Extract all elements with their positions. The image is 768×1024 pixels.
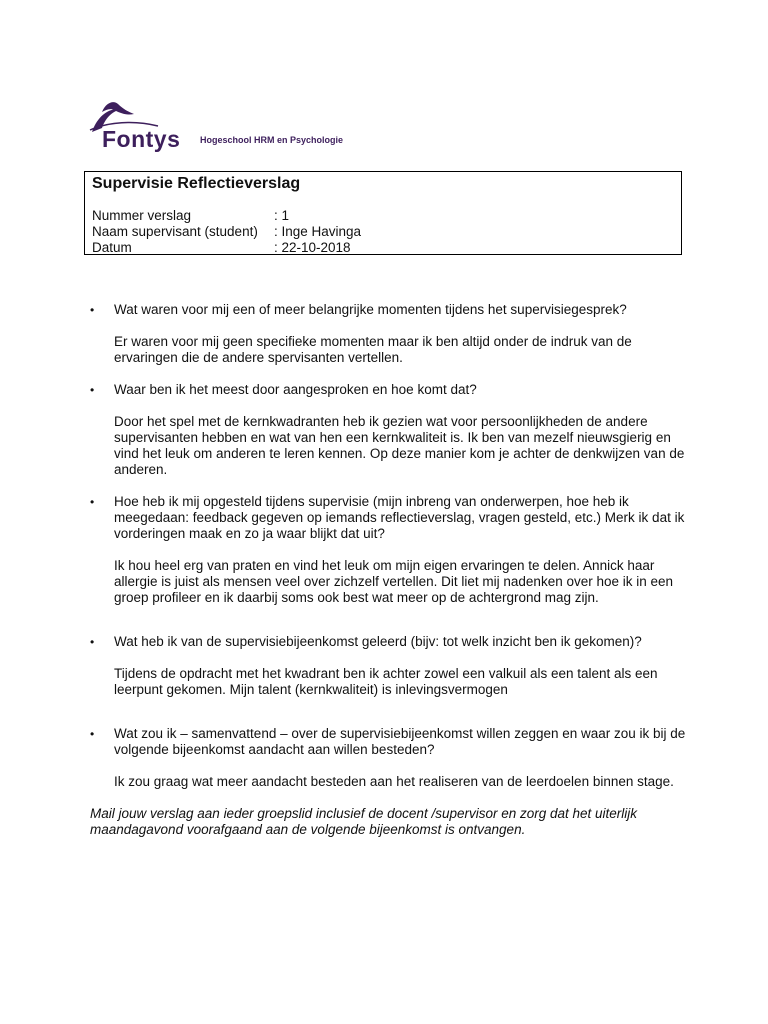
submission-instruction: Mail jouw verslag aan ieder groepslid inclusief de docent /supervisor en zorg dat het uiterlijk maandagavond voorafgaand aan de volgende bijeenkomst is ontvangen. [90,806,638,837]
bullet-icon: • [90,635,95,649]
answer-1: Er waren voor mij geen specifieke momenten maar ik ben altijd onder de indruk van de ervaringen die de andere spervisanten vertellen. [114,334,632,365]
bullet-icon: • [90,727,95,741]
report-header-box [84,171,682,255]
question-text: Hoe heb ik mij opgesteld tijdens supervisie (mijn inbreng van onderwerpen, hoe heb ik meegedaan: feedback gegeven op iemands reflectieverslag, vragen gesteld, etc.) Merk ik dat ik vorderingen maak en zo ja waar blijkt dat uit? [114,494,685,541]
answer-5: Ik zou graag wat meer aandacht besteden aan het realiseren van de leerdoelen binnen stage. [114,774,674,789]
meta-value: : 22-10-2018 [274,240,351,255]
question-5 [90,726,690,758]
question-text: Wat waren voor mij een of meer belangrijke momenten tijdens het supervisiegesprek? [114,302,627,317]
report-title: Supervisie Reflectieverslag [92,175,301,192]
question-3 [90,494,690,542]
reflection-content [90,302,690,838]
question-text: Wat zou ik – samenvattend – over de supervisiebijeenkomst willen zeggen en waar zou ik bij de volgende bijeenkomst aandacht aan willen besteden? [114,726,686,757]
logo-subtitle: Hogeschool HRM en Psychologie [200,135,344,145]
meta-value: : 1 [274,208,290,223]
answer-4: Tijdens de opdracht met het kwadrant ben ik achter zowel een valkuil als een talent als een leerpunt gekomen. Mijn talent (kernkwaliteit) is inlevingsvermogen [114,666,658,697]
question-2 [90,382,690,398]
bullet-icon: • [90,303,95,317]
bullet-icon: • [90,383,95,397]
question-4 [90,634,690,650]
fontys-logo [88,100,373,156]
question-text: Waar ben ik het meest door aangesproken en hoe komt dat? [114,382,477,397]
meta-label: Naam supervisant (student) [92,224,258,239]
logo-wordmark: Fontys [102,126,181,152]
question-1 [90,302,690,318]
meta-label: Nummer verslag [92,208,192,223]
question-text: Wat heb ik van de supervisiebijeenkomst geleerd (bijv: tot welk inzicht ben ik gekomen)? [114,634,642,649]
bullet-icon: • [90,495,95,509]
answer-3: Ik hou heel erg van praten en vind het leuk om mijn eigen ervaringen te delen. Annick haar allergie is juist als mensen veel over zichzelf vertellen. Dit liet mij nadenken over hoe ik in een groep profileer en ik daarbij soms ook best wat meer op de achtergrond mag zijn. [114,558,674,605]
meta-value: : Inge Havinga [274,224,362,239]
answer-2: Door het spel met de kernkwadranten heb ik gezien wat voor persoonlijkheden de andere supervisanten hebben en wat van hen een kernkwaliteit is. Ik ben van mezelf nieuwsgierig en vind het leuk om anderen te leren kennen. Op deze manier kom je achter de denkwijzen van de anderen. [114,414,685,477]
meta-label: Datum [92,240,132,255]
